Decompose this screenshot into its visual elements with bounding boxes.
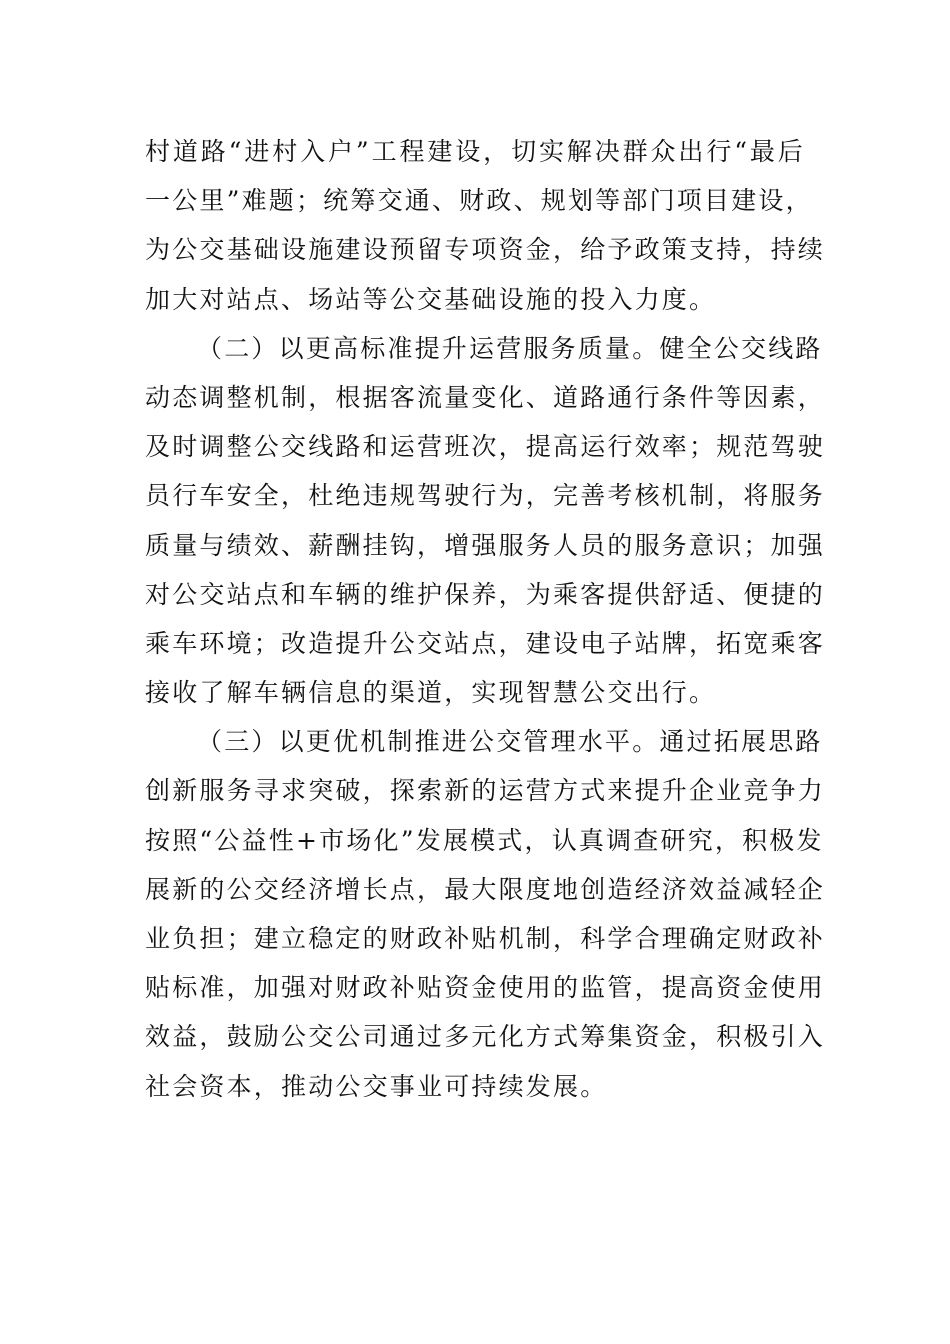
text-line: 员行车安全，杜绝违规驾驶行为，完善考核机制，将服务 [145, 481, 826, 511]
text-line: 效益，鼓励公交公司通过多元化方式筹集资金，积极引入 [145, 1022, 826, 1052]
paragraph-2 [145, 324, 826, 718]
text-line: 及时调整公交线路和运营班次，提高运行效率；规范驾驶 [145, 432, 826, 462]
text-line: 贴标准，加强对财政补贴资金使用的监管，提高资金使用 [145, 973, 826, 1003]
body-text [145, 127, 826, 1111]
text-line: 创新服务寻求突破，探索新的运营方式来提升企业竞争力 [145, 776, 826, 806]
text-line: 业负担；建立稳定的财政补贴机制，科学合理确定财政补 [145, 924, 826, 953]
text-line: 加大对站点、场站等公交基础设施的投入力度。 [145, 284, 717, 314]
paragraph-3 [145, 717, 826, 1111]
text-line: （三）以更优机制推进公交管理水平。通过拓展思路 [197, 727, 823, 757]
text-line: 接收了解车辆信息的渠道，实现智慧公交出行。 [145, 678, 717, 708]
text-line: 社会资本，推动公交事业可持续发展。 [145, 1071, 608, 1101]
text-line: 乘车环境；改造提升公交站点，建设电子站牌，拓宽乘客 [145, 628, 826, 658]
text-line: 展新的公交经济增长点，最大限度地创造经济效益减轻企 [145, 874, 826, 904]
text-line: 动态调整机制，根据客流量变化、道路通行条件等因素， [145, 382, 826, 412]
text-line: 村道路“进村入户”工程建设，切实解决群众出行“最后 [145, 137, 805, 166]
text-line: 对公交站点和车辆的维护保养，为乘客提供舒适、便捷的 [145, 579, 826, 609]
text-line: 质量与绩效、薪酬挂钩，增强服务人员的服务意识；加强 [145, 530, 826, 560]
paragraph-1 [145, 127, 826, 324]
text-line: （二）以更高标准提升运营服务质量。健全公交线路 [197, 333, 823, 363]
text-line: 一公里”难题；统筹交通、财政、规划等部门项目建设， [145, 186, 813, 216]
text-line: 按照“公益性+市场化”发展模式，认真调查研究，积极发 [145, 825, 824, 855]
text-line: 为公交基础设施建设预留专项资金，给予政策支持，持续 [145, 235, 826, 265]
